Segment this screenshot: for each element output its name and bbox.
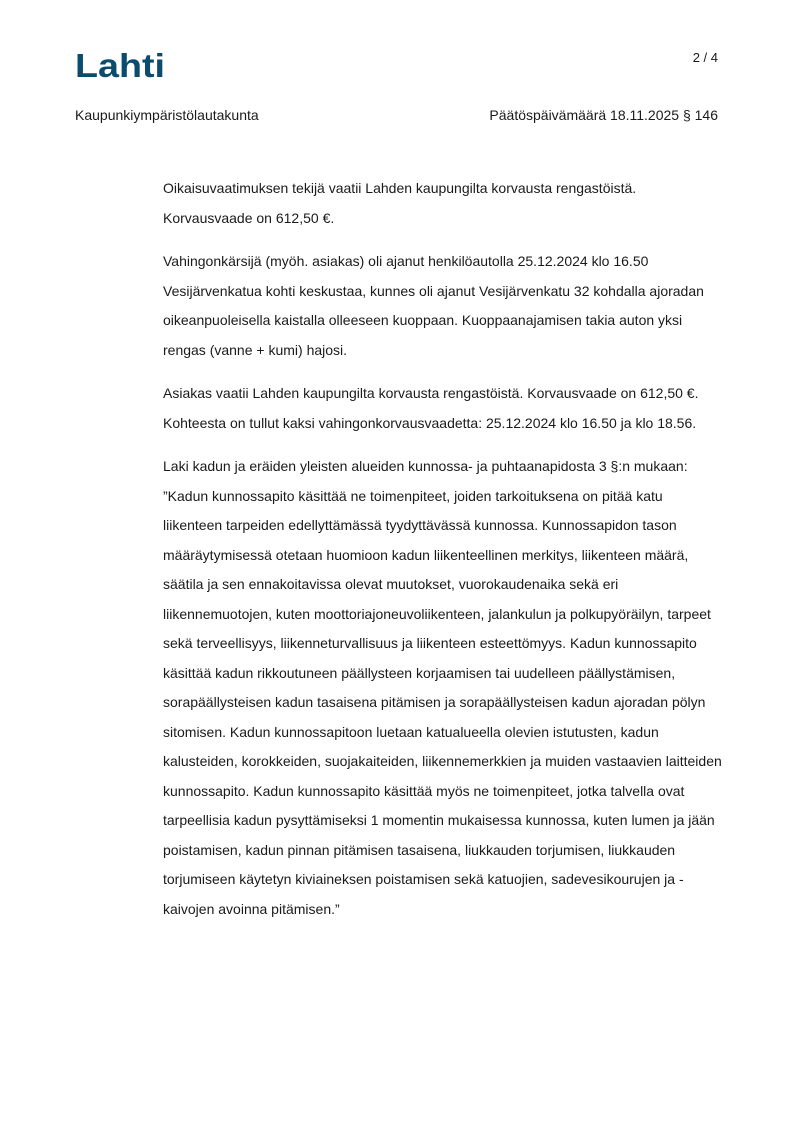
paragraph: Asiakas vaatii Lahden kaupungilta korvausta rengastöistä. Korvausvaade on 612,50 €. Kohteesta on tullut kaksi vahingonkorvausvaadetta: 25.12.2024 klo 16.50 ja klo 18.56. [163,385,699,431]
page-number: 2 / 4 [692,50,718,65]
decision-date: Päätöspäivämäärä 18.11.2025 § 146 [489,107,718,123]
paragraph: Laki kadun ja eräiden yleisten alueiden kunnossa- ja puhtaanapidosta 3 §:n mukaan: ”Kadun kunnossapito käsittää ne toimenpiteet, joiden tarkoituksena on pitää katu liikenteen tarpeiden edellyttämässä tyydyttävässä kunnossa. Kunnossapidon tason määräytymisessä otetaan huomioon kadun liikenteellinen merkitys, liikenteen määrä, säätila ja sen ennakoitavissa olevat muutokset, vuorokaudenaika sekä eri liikennemuotojen, kuten moottoriajoneuvoliikenteen, jalankulun ja polkupyöräilyn, tarpeet sekä terveellisyys, liikenneturvallisuus ja liikenteen esteettömyys. Kadun kunnossapito käsittää kadun rikkoutuneen päällysteen korjaamisen tai uudelleen päällystämisen, sorapäällysteisen kadun tasaisena pitämisen ja sorapäällysteisen kadun ajoradan pölyn sitomisen. Kadun kunnossapitoon luetaan katualueella olevien istutusten, kadun kalusteiden, korokkeiden, suojakaiteiden, liikennemerkkien ja muiden vastaavien laitteiden kunnossapito. Kadun kunnossapito käsittää myös ne toimenpiteet, jotka talvella ovat tarpeellisia kadun pysyttämiseksi 1 momentin mukaisessa kunnossa, kuten lumen ja jään poistamisen, kadun pinnan pitämisen tasaisena, liukkauden torjumisen, liukkauden torjumiseen käytetyn kiviaineksen poistamisen sekä katuojien, sadevesikourujen ja -kaivojen avoinna pitämisen.” [163,458,722,917]
logo-text: Lahti [75,47,165,82]
paragraph: Vahingonkärsijä (myöh. asiakas) oli ajanut henkilöautolla 25.12.2024 klo 16.50 Vesijärvenkatua kohti keskustaa, kunnes oli ajanut Vesijärvenkatu 32 kohdalla ajoradan oikeanpuoleisella kaistalla olleeseen kuoppaan. Kuoppaanajamisen takia auton yksi rengas (vanne + kumi) hajosi. [163,253,704,358]
board-name: Kaupunkiympäristölautakunta [75,107,259,123]
paragraph: Oikaisuvaatimuksen tekijä vaatii Lahden kaupungilta korvausta rengastöistä. Korvausvaade on 612,50 €. [163,180,637,226]
document-header [75,107,718,123]
document-body [163,174,723,938]
lahti-logo [75,46,167,82]
